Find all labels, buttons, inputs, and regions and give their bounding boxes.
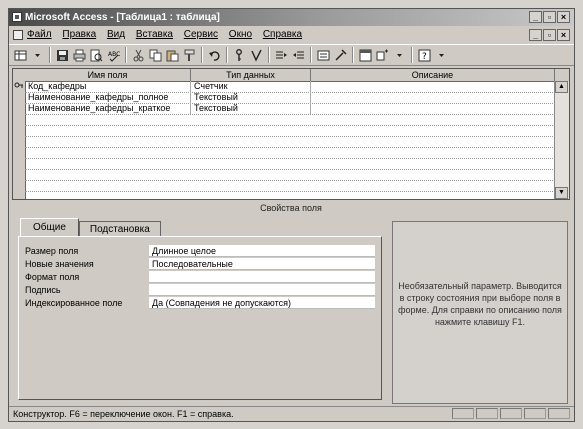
tab-lookup[interactable]: Подстановка [79,221,161,237]
field-properties-title: Свойства поля [260,203,322,213]
column-header-data-type[interactable]: Тип данных [191,69,311,81]
scroll-up-icon[interactable]: ▲ [555,81,568,93]
menu-view[interactable]: Вид [106,29,126,40]
toolbar-separator [268,47,270,63]
caption-value[interactable] [149,284,375,296]
data-type-cell[interactable]: Счетчик [191,81,311,92]
doc-restore-button[interactable]: ▫ [543,29,556,41]
new-object-icon[interactable] [375,48,390,63]
format-value[interactable] [149,271,375,283]
property-row[interactable] [25,297,375,309]
vertical-scrollbar[interactable] [554,81,569,199]
toolbar-separator [201,47,203,63]
indexed-value[interactable]: Да (Совпадения не допускаются) [149,297,375,309]
save-icon[interactable] [55,48,70,63]
field-design-grid [12,68,570,200]
property-row[interactable] [25,245,375,257]
menu-insert[interactable]: Вставка [135,29,173,40]
print-preview-icon[interactable] [89,48,104,63]
property-hint-panel [392,221,568,404]
copy-icon[interactable] [148,48,163,63]
column-header-description[interactable]: Описание [311,69,555,81]
tab-general[interactable]: Общие [20,218,79,237]
format-painter-icon[interactable] [182,48,197,63]
toolbar-separator [49,47,51,63]
delete-rows-icon[interactable] [291,48,306,63]
menu-tools[interactable]: Сервис [183,29,219,40]
toolbar-separator [226,47,228,63]
property-label: Формат поля [25,272,80,282]
new-values-value[interactable]: Последовательные [149,258,375,270]
paste-icon[interactable] [165,48,180,63]
general-tab-panel [18,236,382,400]
field-name-cell[interactable]: Наименование_кафедры_краткое [25,103,191,114]
primary-key-icon[interactable] [232,48,247,63]
indexes-icon[interactable] [249,48,264,63]
menu-window[interactable]: Окно [228,29,253,40]
print-icon[interactable] [72,48,87,63]
menu-file[interactable]: Файл [27,29,52,40]
data-type-cell[interactable]: Текстовый [191,92,311,103]
column-header-field-name[interactable]: Имя поля [25,69,191,81]
toolbar-separator [411,47,413,63]
help-icon[interactable] [417,48,432,63]
property-row[interactable] [25,258,375,270]
build-icon[interactable] [333,48,348,63]
property-label: Новые значения [25,259,94,269]
property-label: Индексированное поле [25,298,123,308]
menu-edit[interactable]: Правка [62,29,97,40]
close-button[interactable]: × [557,11,570,23]
property-row[interactable] [25,284,375,296]
status-panel [476,408,498,419]
menu-help[interactable]: Справка [262,29,303,40]
toolbar-separator [352,47,354,63]
status-panel [524,408,546,419]
table-row[interactable] [25,180,555,192]
scroll-down-icon[interactable]: ▼ [555,187,568,199]
status-panel [548,408,570,419]
chevron-down-icon[interactable] [30,48,45,63]
spelling-icon[interactable] [106,48,121,63]
toolbar [9,44,574,66]
insert-rows-icon[interactable] [274,48,289,63]
svg-text:ABC: ABC [108,50,120,58]
chevron-down-icon[interactable] [392,48,407,63]
design-view-icon[interactable] [13,48,28,63]
status-panel [500,408,522,419]
property-row[interactable] [25,271,375,283]
field-size-value[interactable]: Длинное целое [149,245,375,257]
cut-icon[interactable] [131,48,146,63]
toolbar-separator [310,47,312,63]
properties-tabs [20,218,161,236]
primary-key-icon [14,82,24,91]
status-bar [9,406,574,421]
field-properties-panel [12,214,387,404]
status-panel [452,408,474,419]
property-label: Размер поля [25,246,79,256]
field-name-cell[interactable]: Наименование_кафедры_полное [25,92,191,103]
access-window [8,8,575,422]
toolbar-separator [125,47,127,63]
menu-bar [9,27,574,43]
property-hint-text: Необязательный параметр. Выводится в строку состояния при выборе поля в форме. Для справки по описанию поля нажмите клавишу F1. [398,281,562,327]
data-type-cell[interactable]: Текстовый [191,103,311,114]
undo-icon[interactable] [207,48,222,63]
description-cell[interactable] [311,92,555,103]
title-bar [9,9,574,26]
database-window-icon[interactable] [358,48,373,63]
doc-close-button[interactable]: × [557,29,570,41]
property-label: Подпись [25,285,61,295]
description-cell[interactable] [311,81,555,92]
svg-text:?: ? [422,51,427,62]
description-cell[interactable] [311,103,555,114]
window-title: Microsoft Access - [Таблица1 : таблица] [25,12,220,23]
field-name-cell[interactable]: Код_кафедры [25,81,191,92]
minimize-button[interactable]: _ [529,11,542,23]
doc-minimize-button[interactable]: _ [529,29,542,41]
maximize-button[interactable]: ▫ [543,11,556,23]
chevron-down-icon[interactable] [434,48,449,63]
document-control-icon[interactable] [13,30,23,40]
status-text: Конструктор. F6 = переключение окон. F1 = справка. [13,409,234,419]
properties-icon[interactable] [316,48,331,63]
access-app-icon [12,12,22,22]
